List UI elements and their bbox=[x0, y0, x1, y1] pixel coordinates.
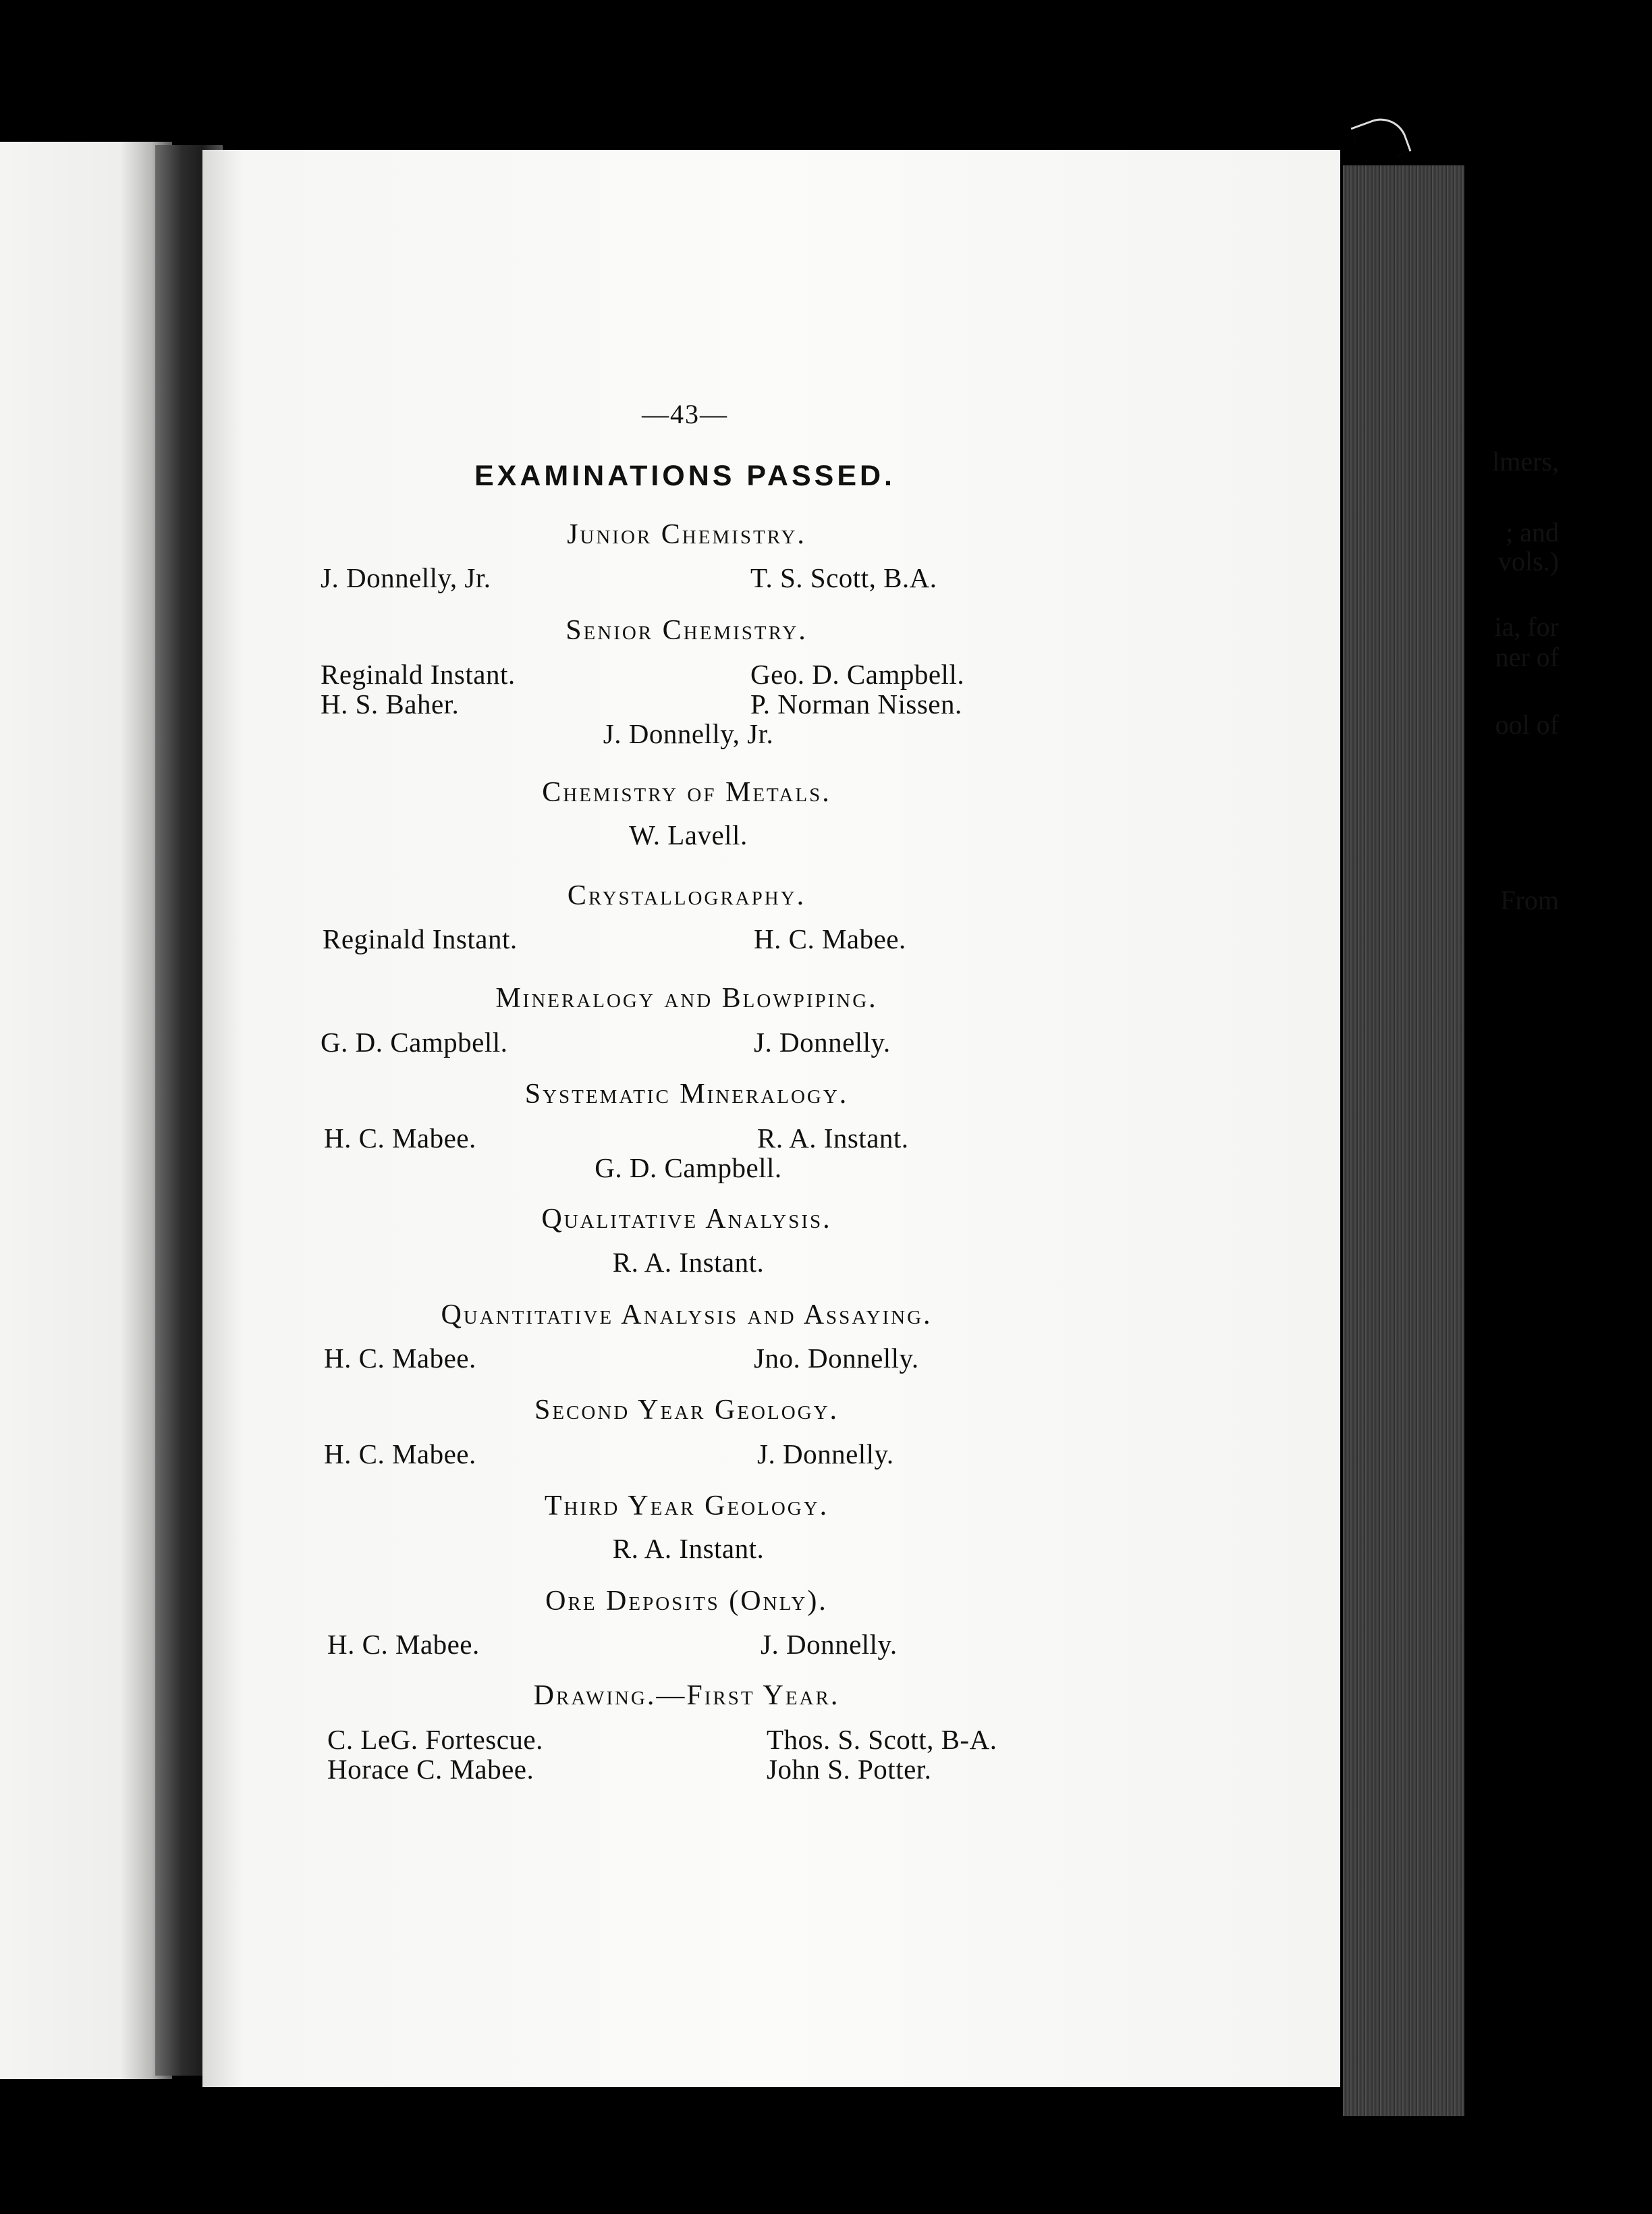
name-entry: G. D. Campbell. bbox=[321, 1027, 508, 1058]
name-entry: G. D. Campbell. bbox=[595, 1152, 782, 1183]
name-entry: Reginald Instant. bbox=[323, 923, 518, 954]
section-heading: Senior Chemistry. bbox=[566, 615, 808, 646]
name-entry: H. C. Mabee. bbox=[324, 1123, 476, 1154]
name-entry: H. C. Mabee. bbox=[754, 923, 906, 954]
left-page-fragment: ner of bbox=[1495, 642, 1559, 672]
name-entry: Thos. S. Scott, B-A. bbox=[767, 1724, 997, 1755]
name-entry: H. C. Mabee. bbox=[327, 1629, 480, 1660]
name-entry: H. C. Mabee. bbox=[324, 1343, 476, 1374]
name-entry: R. A. Instant. bbox=[612, 1247, 765, 1278]
name-entry: H. S. Baher. bbox=[321, 688, 460, 720]
name-entry: J. Donnelly. bbox=[757, 1438, 894, 1469]
name-entry: John S. Potter. bbox=[767, 1754, 932, 1785]
name-entry: J. Donnelly. bbox=[761, 1629, 898, 1660]
left-page-fragment: lmers, bbox=[1492, 446, 1559, 477]
name-entry: J. Donnelly, Jr. bbox=[603, 718, 774, 749]
page-title: EXAMINATIONS PASSED. bbox=[474, 460, 896, 492]
name-entry: C. LeG. Fortescue. bbox=[327, 1724, 543, 1755]
section-heading: Junior Chemistry. bbox=[567, 519, 806, 550]
section-heading: Systematic Mineralogy. bbox=[524, 1079, 849, 1110]
name-entry: R. A. Instant. bbox=[757, 1123, 909, 1154]
section-heading: Chemistry of Metals. bbox=[542, 777, 831, 808]
section-heading: Qualitative Analysis. bbox=[541, 1204, 832, 1235]
left-page-fragment: ; and bbox=[1506, 517, 1559, 547]
name-entry: Jno. Donnelly. bbox=[754, 1343, 919, 1374]
name-entry: J. Donnelly. bbox=[754, 1027, 891, 1058]
section-heading: Quantitative Analysis and Assaying. bbox=[441, 1299, 933, 1330]
left-page-fragment: ool of bbox=[1495, 709, 1559, 740]
page-number: —43— bbox=[642, 399, 728, 429]
left-page-fragment: From bbox=[1500, 885, 1559, 915]
name-entry: P. Norman Nissen. bbox=[750, 688, 962, 720]
section-heading: Crystallography. bbox=[567, 880, 806, 911]
name-entry: J. Donnelly, Jr. bbox=[321, 562, 491, 593]
name-entry: H. C. Mabee. bbox=[324, 1438, 476, 1469]
name-entry: Horace C. Mabee. bbox=[327, 1754, 534, 1785]
name-entry: R. A. Instant. bbox=[612, 1533, 765, 1564]
section-heading: Ore Deposits (Only). bbox=[545, 1586, 828, 1617]
name-entry: W. Lavell. bbox=[629, 819, 748, 850]
name-entry: Reginald Instant. bbox=[321, 659, 516, 690]
section-heading: Second Year Geology. bbox=[534, 1395, 839, 1426]
left-page-fragment: ia, for bbox=[1494, 612, 1559, 642]
section-heading: Third Year Geology. bbox=[544, 1490, 829, 1521]
name-entry: T. S. Scott, B.A. bbox=[750, 562, 937, 593]
name-entry: Geo. D. Campbell. bbox=[750, 659, 965, 690]
section-heading: Mineralogy and Blowpiping. bbox=[495, 983, 878, 1014]
section-heading: Drawing.—First Year. bbox=[533, 1680, 840, 1711]
left-page-fragment: vols.) bbox=[1498, 546, 1559, 576]
